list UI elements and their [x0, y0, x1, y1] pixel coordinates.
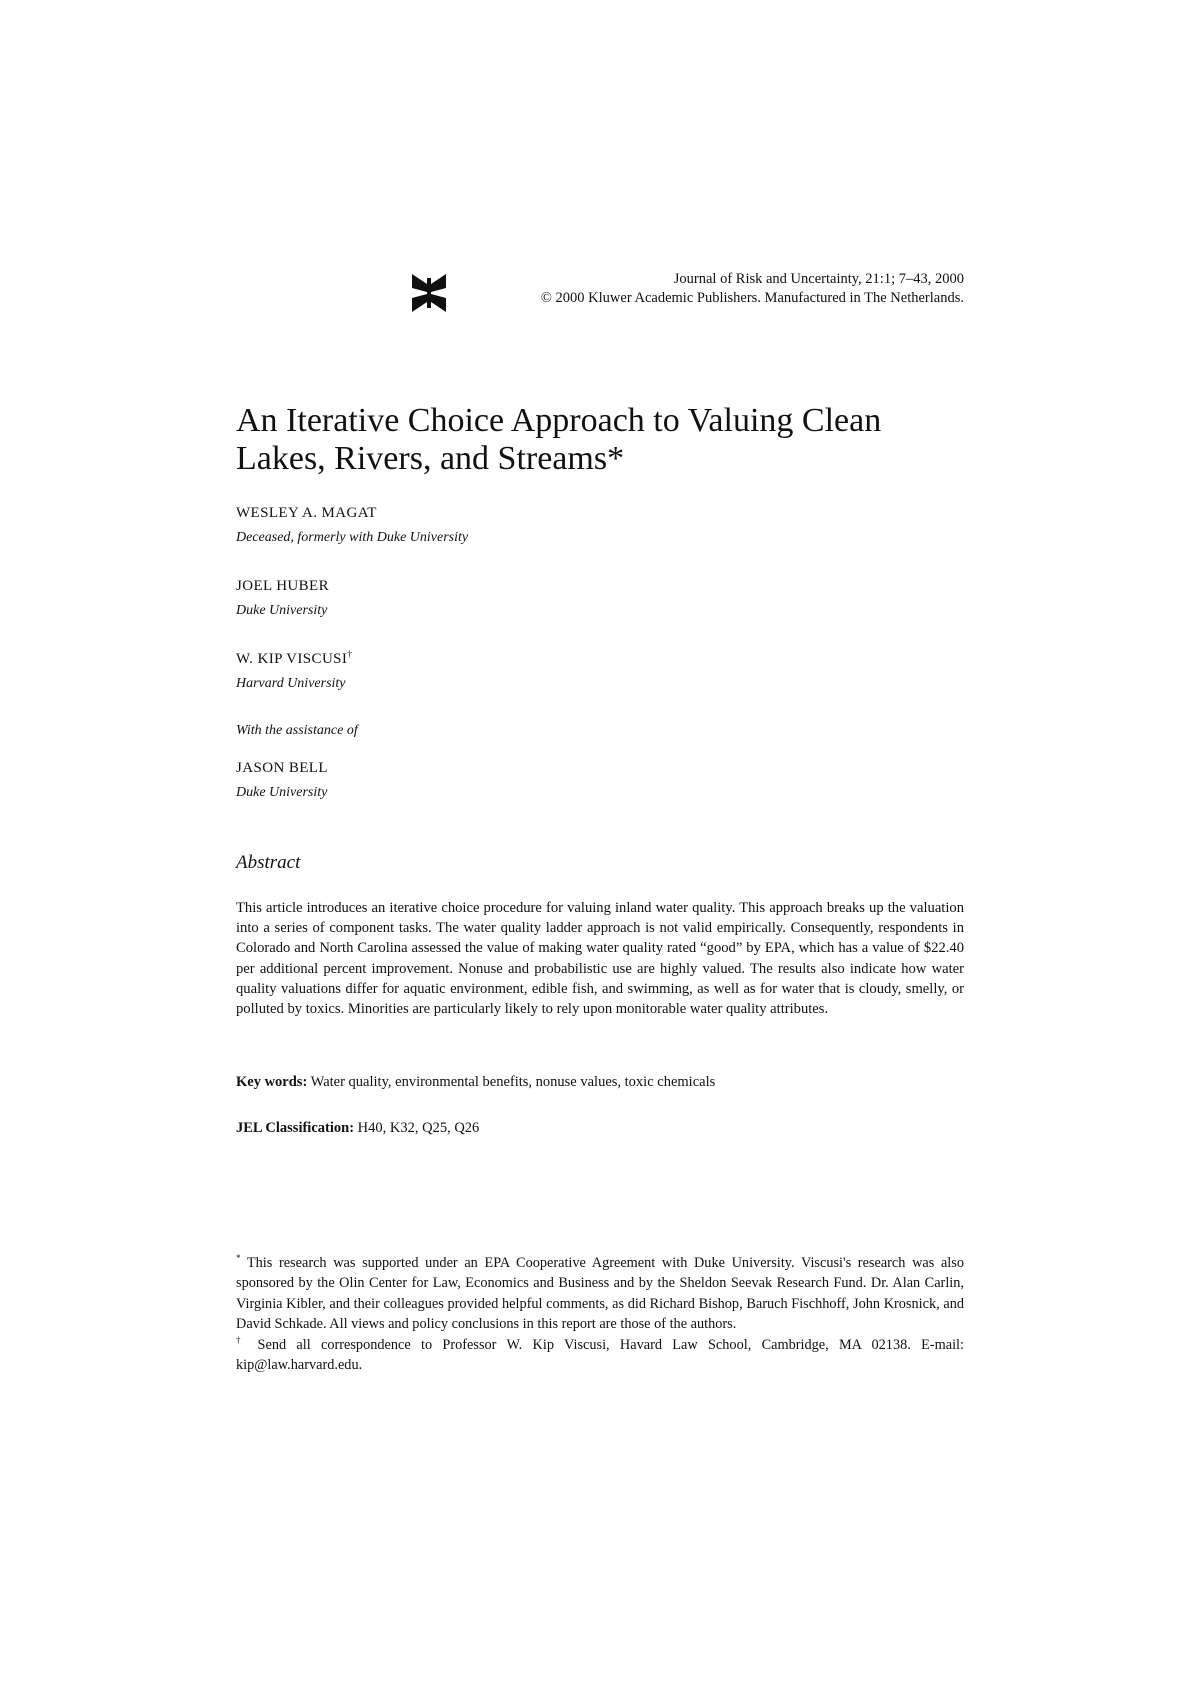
author-name: W. KIP VISCUSI — [236, 651, 348, 667]
footnotes — [236, 1253, 964, 1375]
keywords-label: Key words: — [236, 1074, 308, 1090]
jel-text: H40, K32, Q25, Q26 — [357, 1120, 480, 1136]
assistant-affiliation: Duke University — [236, 785, 328, 800]
title-line-2: Lakes, Rivers, and Streams* — [236, 440, 625, 477]
footnote-marker: * — [236, 1253, 241, 1264]
author-affiliation: Deceased, formerly with Duke University — [236, 530, 469, 545]
publisher-logo-icon — [410, 272, 448, 314]
author-affiliation: Harvard University — [236, 676, 346, 691]
author-name: JOEL HUBER — [236, 578, 330, 594]
jel-label: JEL Classification: — [236, 1120, 355, 1136]
footnote-marker: † — [236, 1334, 248, 1345]
author-name-with-marker — [236, 651, 352, 668]
keywords — [236, 1074, 715, 1091]
journal-header — [410, 270, 964, 316]
assistant-name: JASON BELL — [236, 760, 328, 776]
keywords-text: Water quality, environmental benefits, nonuse values, toxic chemicals — [310, 1074, 716, 1090]
footnote-2 — [236, 1335, 964, 1376]
journal-citation: Journal of Risk and Uncertainty, 21:1; 7–43, 2000 — [673, 271, 964, 287]
footnote-text: Send all correspondence to Professor W. Kip Viscusi, Havard Law School, Cambridge, MA 02138. E-mail: kip@law.harvard.edu. — [236, 1336, 964, 1374]
jel-classification — [236, 1120, 479, 1137]
paper-title — [236, 402, 996, 478]
abstract-heading: Abstract — [236, 852, 301, 873]
footnote-1 — [236, 1253, 964, 1335]
assistance-label: With the assistance of — [236, 723, 358, 738]
abstract-text: This article introduces an iterative choice procedure for valuing inland water quality. This approach breaks up the valuation into a series of component tasks. The water quality ladder approach is not valid empirically. Consequently, respondents in Colorado and North Carolina assessed the value of making water quality rated “good” by EPA, which has a value of $22.40 per additional percent improvement. Nonuse and probabilistic use are highly valued. The results also indicate how water quality valuations differ for aquatic environment, edible fish, and swimming, as well as for water that is cloudy, smelly, or polluted by toxics. Minorities are particularly likely to rely upon monitorable water quality attributes. — [236, 900, 964, 1018]
author-affiliation: Duke University — [236, 603, 328, 618]
copyright-notice: © 2000 Kluwer Academic Publishers. Manufactured in The Netherlands. — [540, 290, 964, 306]
author-name: WESLEY A. MAGAT — [236, 505, 377, 521]
footnote-marker: † — [347, 649, 353, 659]
footnote-text: This research was supported under an EPA Cooperative Agreement with Duke University. Viscusi's research was also sponsored by the Olin Center for Law, Economics and Business and by the Sheldon Seevak Research Fund. Dr. Alan Carlin, Virginia Kibler, and their colleagues provided helpful comments, as did Richard Bishop, Baruch Fischhoff, John Krosnick, and David Schkade. All views and policy conclusions in this report are those of the authors. — [236, 1255, 964, 1333]
title-line-1: An Iterative Choice Approach to Valuing Clean — [236, 402, 882, 439]
